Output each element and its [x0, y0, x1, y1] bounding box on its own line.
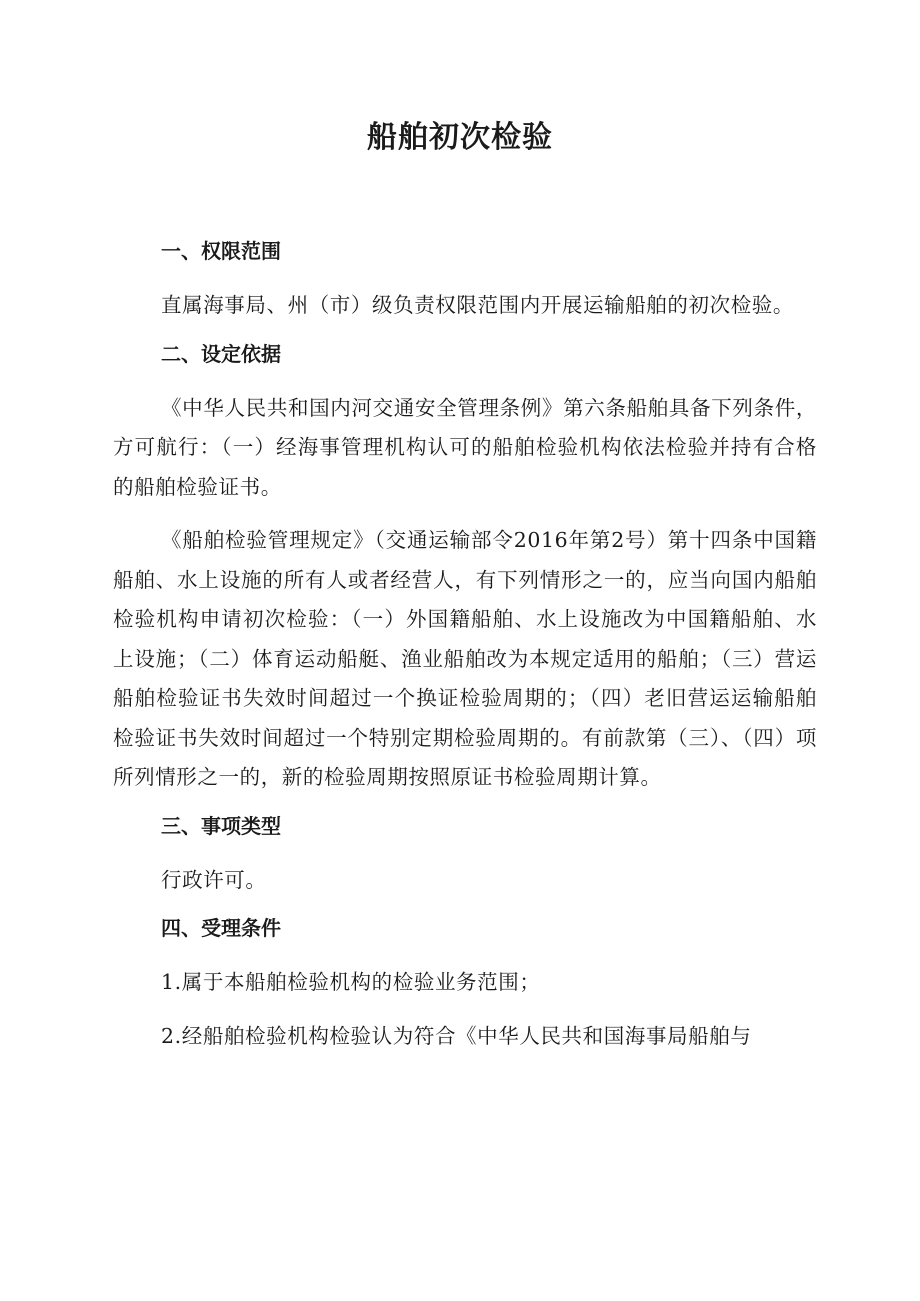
section-paragraph: 《船舶检验管理规定》（交通运输部令2016年第2号）第十四条中国籍船舶、水上设施的所有人或者经营人，有下列情形之一的，应当向国内船舶检验机构申请初次检验：（一）外国籍船舶、水上设施改为中国籍船舶、水上设施；（二）体育运动船艇、渔业船舶改为本规定适用的船舶；（三）营运船舶检验证书失效时间超过一个换证检验周期的；（四）老旧营运运输船舶检验证书失效时间超过一个特别定期检验周期的。有前款第（三）、（四）项所列情形之一的，新的检验周期按照原证书检验周期计算。: [113, 528, 817, 789]
section-item-type: [113, 808, 817, 901]
section-heading: 四、受理条件: [161, 916, 281, 940]
section-legal-basis: [113, 336, 817, 798]
section-heading: 一、权限范围: [161, 239, 281, 263]
document-body: [113, 233, 817, 1070]
section-authority-scope: [113, 233, 817, 326]
section-paragraph: 直属海事局、州（市）级负责权限范围内开展运输船舶的初次检验。: [161, 293, 794, 317]
section-paragraph: 1.属于本船舶检验机构的检验业务范围；: [161, 970, 541, 994]
document-title: 船舶初次检验: [367, 120, 553, 155]
section-heading: 三、事项类型: [161, 813, 281, 838]
section-paragraph: 行政许可。: [161, 867, 267, 892]
section-paragraph: 2.经船舶检验机构检验认为符合《中华人民共和国海事局船舶与: [161, 1023, 752, 1048]
section-heading: 二、设定依据: [161, 341, 281, 366]
section-acceptance-conditions: [113, 910, 817, 1056]
section-paragraph: 《中华人民共和国内河交通安全管理条例》第六条船舶具备下列条件，方可航行：（一）经海事管理机构认可的船舶检验机构依法检验并持有合格的船舶检验证书。: [113, 395, 817, 499]
